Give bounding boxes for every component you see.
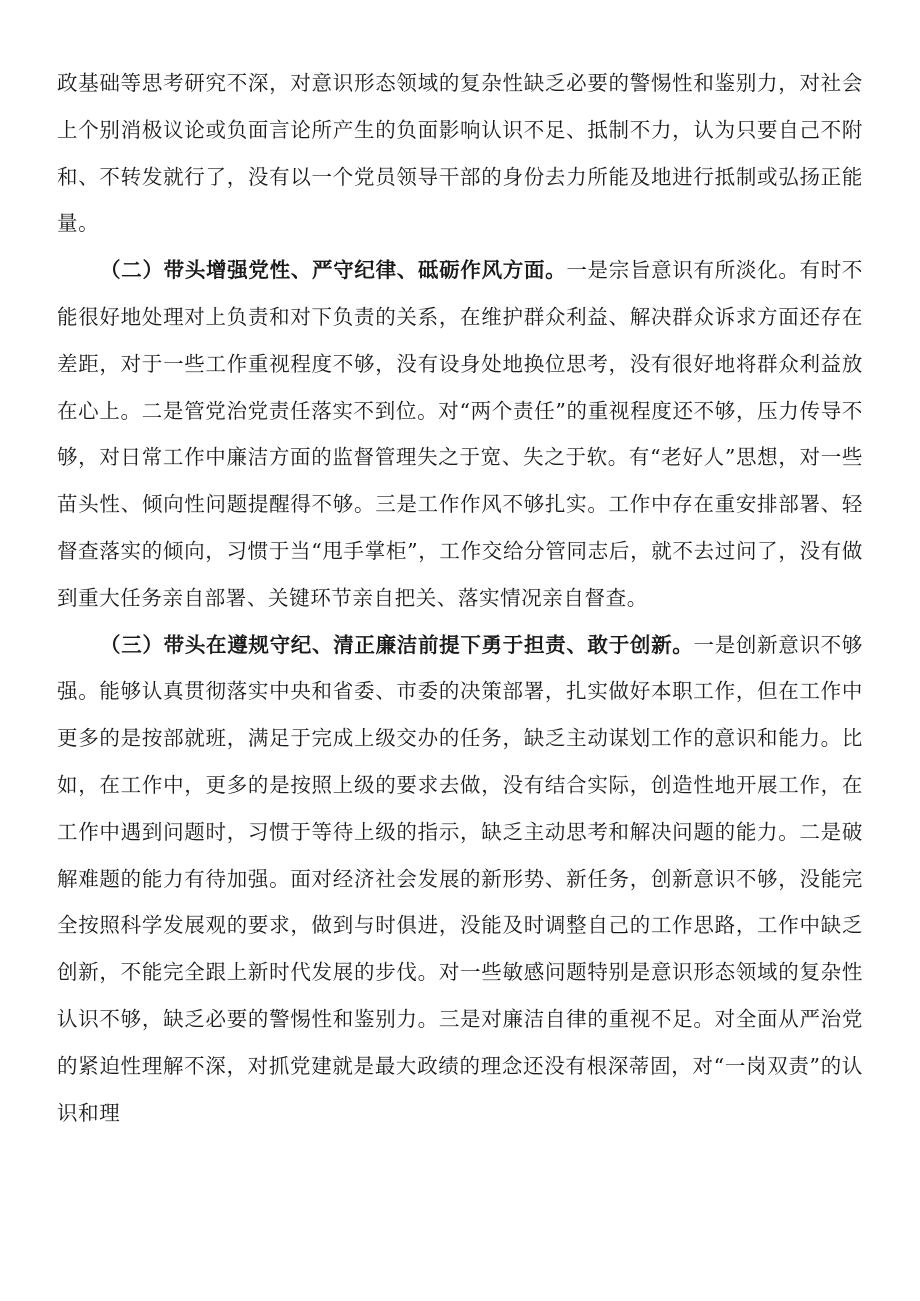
section-heading: （三）带头在遵规守纪、清正廉洁前提下勇于担责、敢于创新。 — [100, 632, 694, 657]
paragraph-continuation — [57, 60, 863, 247]
section-heading: （二）带头增强党性、严守纪律、砥砺作风方面。 — [100, 258, 567, 283]
paragraph-section-two — [57, 247, 863, 621]
paragraph-body: 一是宗旨意识有所淡化。有时不能很好地处理对上负责和对下负责的关系，在维护群众利益、解决群众诉求方面还存在差距，对于一些工作重视程度不够，没有设身处地换位思考，没有很好地将群众利益放在心上。二是管党治党责任落实不到位。对“两个责任”的重视程度还不够，压力传导不够，对日常工作中廉洁方面的监督管理失之于宽、失之于软。有“老好人”思想，对一些苗头性、倾向性问题提醒得不够。三是工作作风不够扎实。工作中存在重安排部署、轻督查落实的倾向，习惯于当“甩手掌柜”，工作交给分管同志后，就不去过问了，没有做到重大任务亲自部署、关键环节亲自把关、落实情况亲自督查。 — [57, 258, 864, 610]
paragraph-section-three — [57, 622, 863, 1137]
paragraph-body: 一是创新意识不够强。能够认真贯彻落实中央和省委、市委的决策部署，扎实做好本职工作，但在工作中更多的是按部就班，满足于完成上级交办的任务，缺乏主动谋划工作的意识和能力。比如，在工作中，更多的是按照上级的要求去做，没有结合实际，创造性地开展工作，在工作中遇到问题时，习惯于等待上级的指示，缺乏主动思考和解决问题的能力。二是破解难题的能力有待加强。面对经济社会发展的新形势、新任务，创新意识不够，没能完全按照科学发展观的要求，做到与时俱进，没能及时调整自己的工作思路，工作中缺乏创新，不能完全跟上新时代发展的步伐。对一些敏感问题特别是意识形态领域的复杂性认识不够，缺乏必要的警惕性和鉴别力。三是对廉洁自律的重视不足。对全面从严治党的紧迫性理解不深，对抓党建就是最大政绩的理念还没有根深蒂固，对“一岗双责”的认识和理 — [57, 632, 863, 1125]
paragraph-body: 政基础等思考研究不深，对意识形态领域的复杂性缺乏必要的警惕性和鉴别力，对社会上个别消极议论或负面言论所产生的负面影响认识不足、抵制不力，认为只要自己不附和、不转发就行了，没有以一个党员领导干部的身份去力所能及地进行抵制或弘扬正能量。 — [57, 71, 863, 236]
